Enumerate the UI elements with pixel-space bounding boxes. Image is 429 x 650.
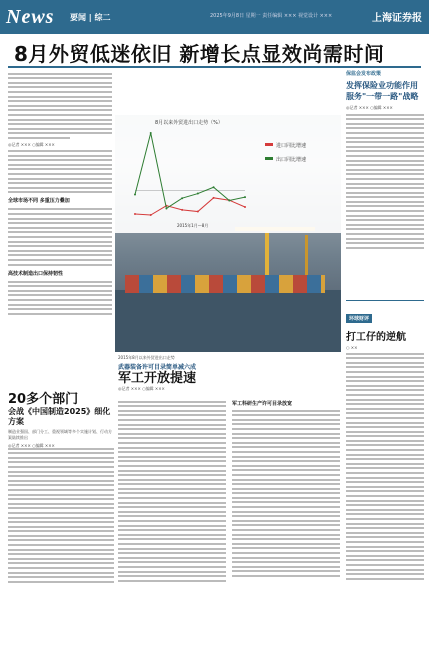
series-point [244, 206, 246, 208]
legend-swatch [265, 157, 273, 160]
main-headline: 8月外贸低迷依旧 新增长点显效尚需时间 [14, 42, 385, 66]
masthead-news: News [6, 6, 55, 28]
series-point [228, 199, 230, 201]
headline-rule [8, 66, 421, 68]
bottom-left-body [8, 445, 114, 623]
bottom-left-story [8, 392, 114, 449]
column-headline: 打工仔的逆航 [346, 332, 406, 343]
trade-chart [115, 115, 341, 233]
right-byline: ◎记者 ××× ○编辑 ××× [346, 105, 393, 110]
series-point [165, 207, 167, 209]
series-point [197, 211, 199, 213]
middle-story [118, 362, 340, 392]
section-label: 要闻 | 综二 [70, 13, 111, 22]
column-byline: ○ ×× [346, 345, 358, 350]
middle-subhead: 军工科研生产许可目录放宽 [232, 401, 293, 407]
bottom-byline: ◎记者 ××× ○编辑 ××× [8, 443, 55, 448]
bottom-sub: 制造业强国、部门分工、重视领域等多个实施计划、行动方案陆续推出 [8, 429, 112, 440]
right-top-story [346, 70, 424, 261]
middle-byline: ◎记者 ××× ○编辑 ××× [118, 386, 165, 391]
middle-kicker: 武器装备许可目录简单减六成 [118, 364, 197, 371]
trade-line-chart [115, 127, 341, 225]
containers [125, 275, 325, 293]
ship-deck [115, 290, 341, 352]
middle-body-left [118, 398, 226, 623]
legend-swatch [265, 143, 273, 146]
right-tag: 保监会发布政策 [346, 71, 382, 77]
newspaper-brand: 上海证券报 [372, 13, 422, 24]
bottom-headline-1: 20多个部门 [8, 392, 79, 407]
series-point [134, 213, 136, 215]
legend-label: 进口同比增速 [276, 143, 307, 149]
right-headline: 发挥保险业功能作用 服务"一带一路"战略 [346, 81, 419, 101]
series-point [150, 132, 152, 134]
series-line-1 [135, 133, 245, 208]
left-subhead-2: 高技术制造出口保持韧性 [8, 270, 64, 277]
date-line: 2025年9月8日 星期一 责任编辑 ××× 视觉设计 ××× [210, 13, 333, 19]
column-body [346, 350, 424, 650]
middle-headline: 军工开放提速 [118, 371, 197, 386]
right-top-body [346, 111, 424, 261]
legend-label: 出口同比增速 [276, 157, 307, 163]
series-point [150, 214, 152, 216]
series-point [213, 186, 215, 188]
port-photo [115, 115, 341, 352]
right-rule [346, 300, 424, 301]
photo-caption: 2015年8月以来外贸进出口走势 [118, 355, 175, 360]
series-point [134, 194, 136, 196]
series-point [197, 193, 199, 195]
lead-byline: ◎记者 ××× ○编辑 ××× [8, 141, 55, 147]
series-point [181, 209, 183, 211]
series-point [244, 196, 246, 198]
chart-title: 8月以来外贸进出口走势（%） [155, 120, 223, 126]
series-point [181, 197, 183, 199]
right-bottom-column [346, 305, 424, 650]
bottom-headline-2: 会战《中国制造2025》细化方案 [8, 407, 111, 426]
middle-body-right [232, 398, 340, 623]
left-column [8, 70, 112, 370]
column-title: 环球财评 [346, 314, 372, 323]
series-point [213, 197, 215, 199]
left-subhead-1: 全球市场不同 多重压力叠加 [8, 198, 70, 205]
chart-x-label: 2015年1月—8月 [177, 223, 209, 228]
masthead-bar [0, 0, 429, 34]
